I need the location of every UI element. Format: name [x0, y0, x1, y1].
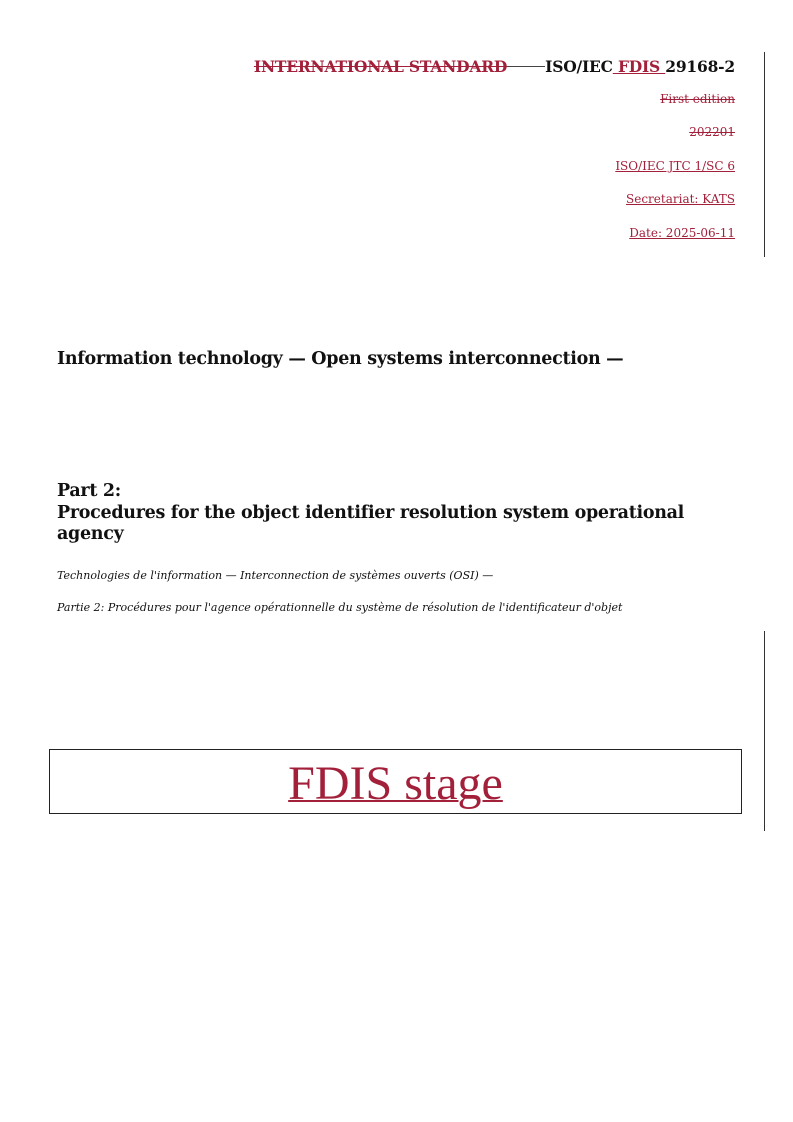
change-bar-top [764, 52, 765, 257]
inserted-stage: FDIS [612, 57, 666, 76]
committee: ISO/IEC JTC 1/SC 6 [615, 159, 735, 173]
french-title-line-2: Partie 2: Procédures pour l'agence opérationnelle du système de résolution de l'identificateur d'objet [57, 601, 623, 614]
secretariat: Secretariat: KATS [626, 192, 735, 206]
document-date: Date: 2025-06-11 [629, 226, 735, 240]
part-title-block [57, 481, 737, 546]
standard-number: 29168-2 [665, 57, 735, 76]
change-bar-bottom [764, 631, 765, 831]
part-title: Procedures for the object identifier resolution system operational agency [57, 502, 685, 544]
edition-deleted: First edition [660, 92, 735, 106]
deleted-separator [507, 66, 545, 67]
main-title: Information technology — Open systems interconnection — [57, 349, 624, 369]
stage-box [49, 749, 742, 814]
date-deleted: 202201 [689, 125, 735, 139]
part-label: Part 2: [57, 481, 121, 501]
deleted-document-type: INTERNATIONAL STANDARD [253, 57, 508, 76]
document-header [254, 57, 735, 76]
stage-label: FDIS stage [288, 757, 503, 810]
standard-org: ISO/IEC [545, 57, 613, 76]
french-title-line-1: Technologies de l'information — Interconnection de systèmes ouverts (OSI) — [57, 569, 494, 582]
